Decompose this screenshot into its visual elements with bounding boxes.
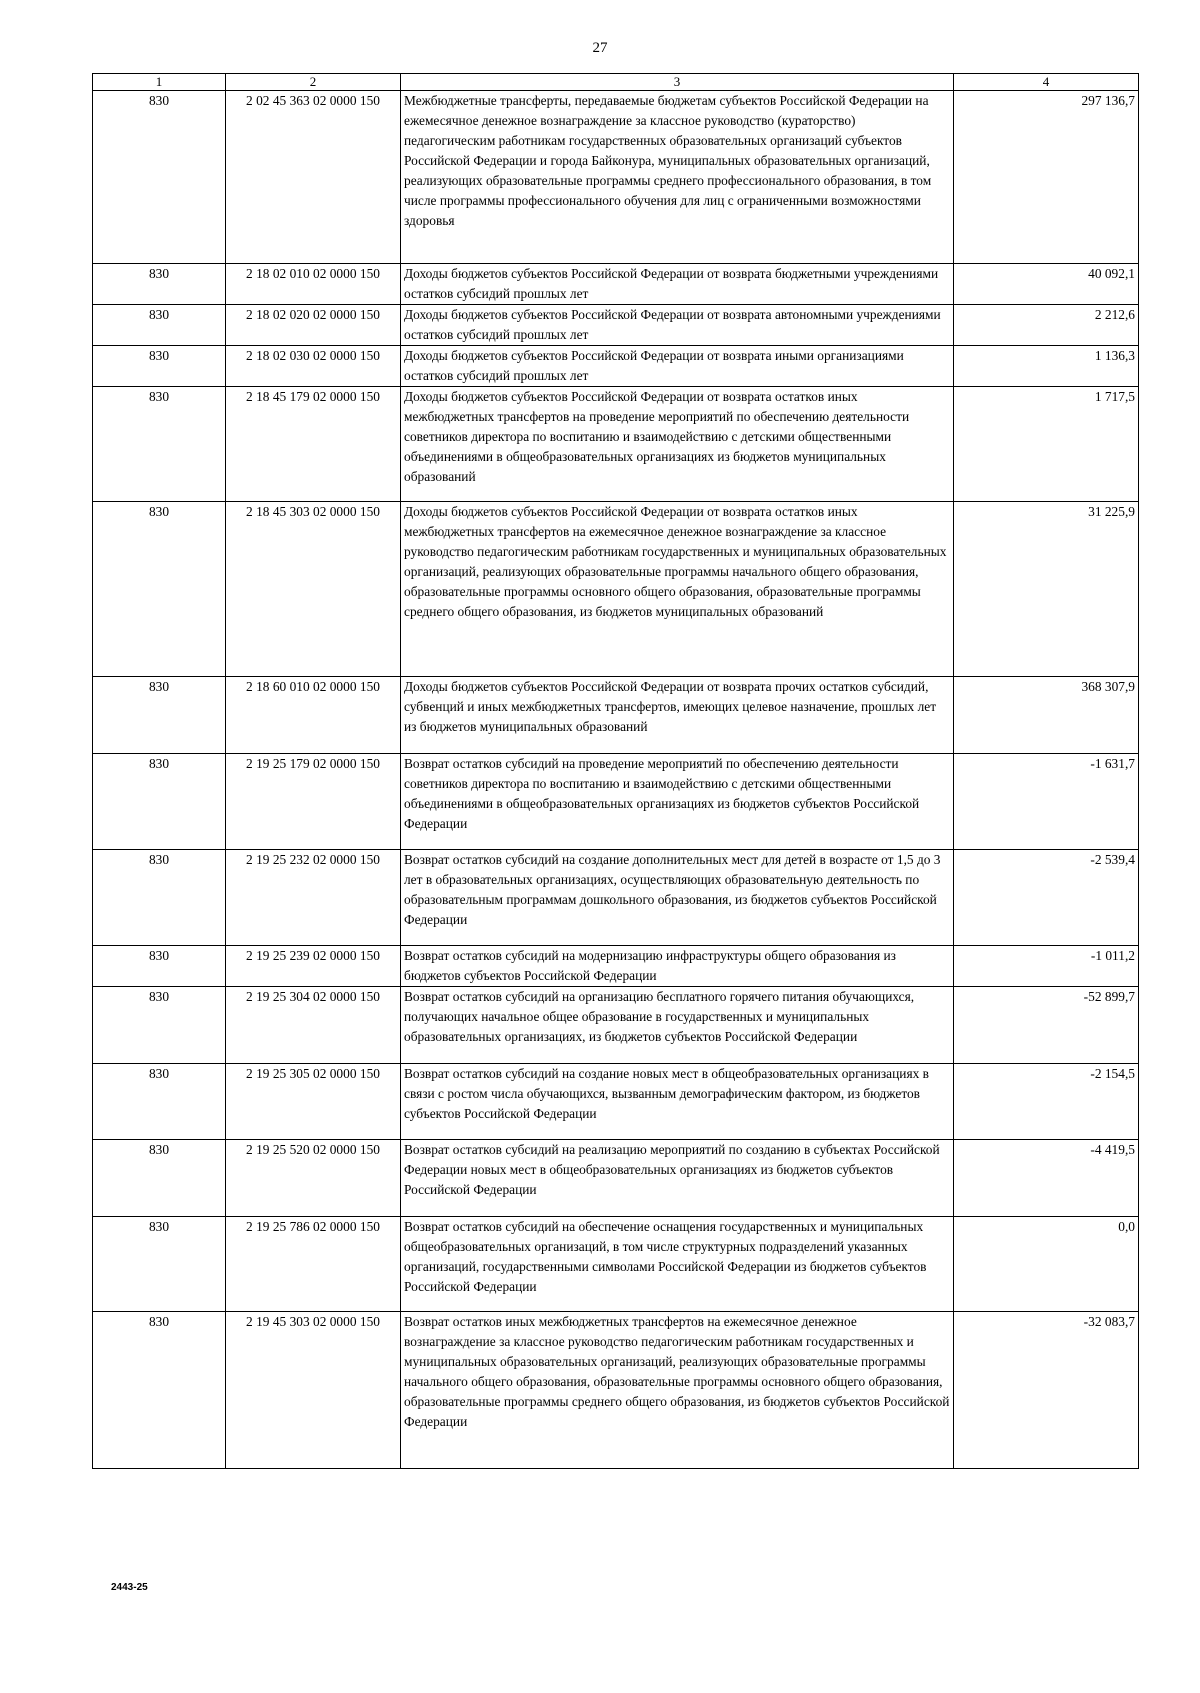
- description-cell: Возврат остатков субсидий на создание дополнительных мест для детей в возрасте от 1,5 до 3 лет в образовательных организациях, осуществляющих образовательную деятельность по образовательным программам дошкольного образования, из бюджетов субъектов Российской Федерации: [401, 850, 954, 946]
- table-row: [93, 987, 1139, 1064]
- budget-code-cell: 2 18 45 303 02 0000 150: [226, 502, 401, 677]
- column-header-4: 4: [954, 74, 1139, 91]
- budget-code-cell: 2 18 02 010 02 0000 150: [226, 264, 401, 305]
- description-cell: Доходы бюджетов субъектов Российской Федерации от возврата бюджетными учреждениями остатков субсидий прошлых лет: [401, 264, 954, 305]
- amount-cell: -32 083,7: [954, 1312, 1139, 1469]
- description-cell: Возврат остатков субсидий на организацию бесплатного горячего питания обучающихся, получающих начальное общее образование в государственных и муниципальных образовательных организациях, из бюджетов субъектов Российской Федерации: [401, 987, 954, 1064]
- description-cell: Возврат остатков субсидий на проведение мероприятий по обеспечению деятельности советников директора по воспитанию и взаимодействию с детскими общественными объединениями в общеобразовательных организациях из бюджетов субъектов Российской Федерации: [401, 754, 954, 850]
- table-header-row: [93, 74, 1139, 91]
- admin-code-cell: 830: [93, 502, 226, 677]
- amount-cell: -52 899,7: [954, 987, 1139, 1064]
- column-header-2: 2: [226, 74, 401, 91]
- admin-code-cell: 830: [93, 305, 226, 346]
- budget-code-cell: 2 18 02 030 02 0000 150: [226, 346, 401, 387]
- table-row: [93, 264, 1139, 305]
- amount-cell: 0,0: [954, 1217, 1139, 1312]
- description-cell: Доходы бюджетов субъектов Российской Федерации от возврата иными организациями остатков субсидий прошлых лет: [401, 346, 954, 387]
- table-row: [93, 502, 1139, 677]
- description-cell: Доходы бюджетов субъектов Российской Федерации от возврата прочих остатков субсидий, субвенций и иных межбюджетных трансфертов, имеющих целевое назначение, прошлых лет из бюджетов муниципальных образований: [401, 677, 954, 754]
- table-row: [93, 677, 1139, 754]
- admin-code-cell: 830: [93, 1312, 226, 1469]
- budget-code-cell: 2 18 45 179 02 0000 150: [226, 387, 401, 502]
- description-cell: Доходы бюджетов субъектов Российской Федерации от возврата остатков иных межбюджетных трансфертов на проведение мероприятий по обеспечению деятельности советников директора по воспитанию и взаимодействию с детскими общественными объединениями в общеобразовательных организациях из бюджетов муниципальных образований: [401, 387, 954, 502]
- admin-code-cell: 830: [93, 346, 226, 387]
- description-cell: Возврат остатков субсидий на модернизацию инфраструктуры общего образования из бюджетов субъектов Российской Федерации: [401, 946, 954, 987]
- document-code: 2443-25: [111, 1582, 148, 1593]
- admin-code-cell: 830: [93, 1064, 226, 1140]
- amount-cell: 31 225,9: [954, 502, 1139, 677]
- budget-code-cell: 2 19 25 786 02 0000 150: [226, 1217, 401, 1312]
- budget-code-cell: 2 02 45 363 02 0000 150: [226, 91, 401, 264]
- table-row: [93, 754, 1139, 850]
- budget-code-cell: 2 19 25 179 02 0000 150: [226, 754, 401, 850]
- table-row: [93, 1064, 1139, 1140]
- description-cell: Возврат остатков субсидий на создание новых мест в общеобразовательных организациях в связи с ростом числа обучающихся, вызванным демографическим фактором, из бюджетов субъектов Российской Федерации: [401, 1064, 954, 1140]
- description-cell: Возврат остатков субсидий на реализацию мероприятий по созданию в субъектах Российской Федерации новых мест в общеобразовательных организациях из бюджетов субъектов Российской Федерации: [401, 1140, 954, 1217]
- table-row: [93, 946, 1139, 987]
- amount-cell: -2 539,4: [954, 850, 1139, 946]
- table-row: [93, 346, 1139, 387]
- amount-cell: -1 011,2: [954, 946, 1139, 987]
- budget-code-cell: 2 19 25 304 02 0000 150: [226, 987, 401, 1064]
- admin-code-cell: 830: [93, 850, 226, 946]
- description-cell: Доходы бюджетов субъектов Российской Федерации от возврата остатков иных межбюджетных трансфертов на ежемесячное денежное вознаграждение за классное руководство педагогическим работникам государственных и муниципальных образовательных организаций, реализующих образовательные программы начального общего образования, образовательные программы основного общего образования, образовательные программы среднего общего образования, из бюджетов муниципальных образований: [401, 502, 954, 677]
- admin-code-cell: 830: [93, 987, 226, 1064]
- amount-cell: 40 092,1: [954, 264, 1139, 305]
- budget-code-cell: 2 18 60 010 02 0000 150: [226, 677, 401, 754]
- budget-code-cell: 2 19 25 305 02 0000 150: [226, 1064, 401, 1140]
- admin-code-cell: 830: [93, 1217, 226, 1312]
- page-number: 27: [592, 40, 608, 56]
- budget-code-cell: 2 19 45 303 02 0000 150: [226, 1312, 401, 1469]
- budget-code-cell: 2 18 02 020 02 0000 150: [226, 305, 401, 346]
- admin-code-cell: 830: [93, 91, 226, 264]
- table-row: [93, 1140, 1139, 1217]
- table-row: [93, 1217, 1139, 1312]
- column-header-3: 3: [401, 74, 954, 91]
- admin-code-cell: 830: [93, 387, 226, 502]
- description-cell: Возврат остатков иных межбюджетных трансфертов на ежемесячное денежное вознаграждение за классное руководство педагогическим работникам государственных и муниципальных образовательных организаций, реализующих образовательные программы начального общего образования, образовательные программы основного общего образования, образовательные программы среднего общего образования, из бюджетов субъектов Российской Федерации: [401, 1312, 954, 1469]
- budget-code-cell: 2 19 25 520 02 0000 150: [226, 1140, 401, 1217]
- table-row: [93, 1312, 1139, 1469]
- description-cell: Возврат остатков субсидий на обеспечение оснащения государственных и муниципальных общеобразовательных организаций, в том числе структурных подразделений указанных организаций, государственными символами Российской Федерации из бюджетов субъектов Российской Федерации: [401, 1217, 954, 1312]
- admin-code-cell: 830: [93, 754, 226, 850]
- description-cell: Межбюджетные трансферты, передаваемые бюджетам субъектов Российской Федерации на ежемесячное денежное вознаграждение за классное руководство (кураторство) педагогическим работникам государственных образовательных организаций субъектов Российской Федерации и города Байконура, муниципальных образовательных организаций, реализующих образовательные программы среднего профессионального образования, в том числе программы профессионального обучения для лиц с ограниченными возможностями здоровья: [401, 91, 954, 264]
- amount-cell: 1 136,3: [954, 346, 1139, 387]
- amount-cell: 1 717,5: [954, 387, 1139, 502]
- table-row: [93, 850, 1139, 946]
- amount-cell: -1 631,7: [954, 754, 1139, 850]
- table-row: [93, 91, 1139, 264]
- amount-cell: 2 212,6: [954, 305, 1139, 346]
- budget-code-cell: 2 19 25 239 02 0000 150: [226, 946, 401, 987]
- admin-code-cell: 830: [93, 677, 226, 754]
- amount-cell: 297 136,7: [954, 91, 1139, 264]
- budget-table: [92, 73, 1139, 1469]
- table-row: [93, 305, 1139, 346]
- description-cell: Доходы бюджетов субъектов Российской Федерации от возврата автономными учреждениями остатков субсидий прошлых лет: [401, 305, 954, 346]
- amount-cell: 368 307,9: [954, 677, 1139, 754]
- admin-code-cell: 830: [93, 264, 226, 305]
- budget-code-cell: 2 19 25 232 02 0000 150: [226, 850, 401, 946]
- admin-code-cell: 830: [93, 1140, 226, 1217]
- amount-cell: -2 154,5: [954, 1064, 1139, 1140]
- table-row: [93, 387, 1139, 502]
- admin-code-cell: 830: [93, 946, 226, 987]
- amount-cell: -4 419,5: [954, 1140, 1139, 1217]
- column-header-1: 1: [93, 74, 226, 91]
